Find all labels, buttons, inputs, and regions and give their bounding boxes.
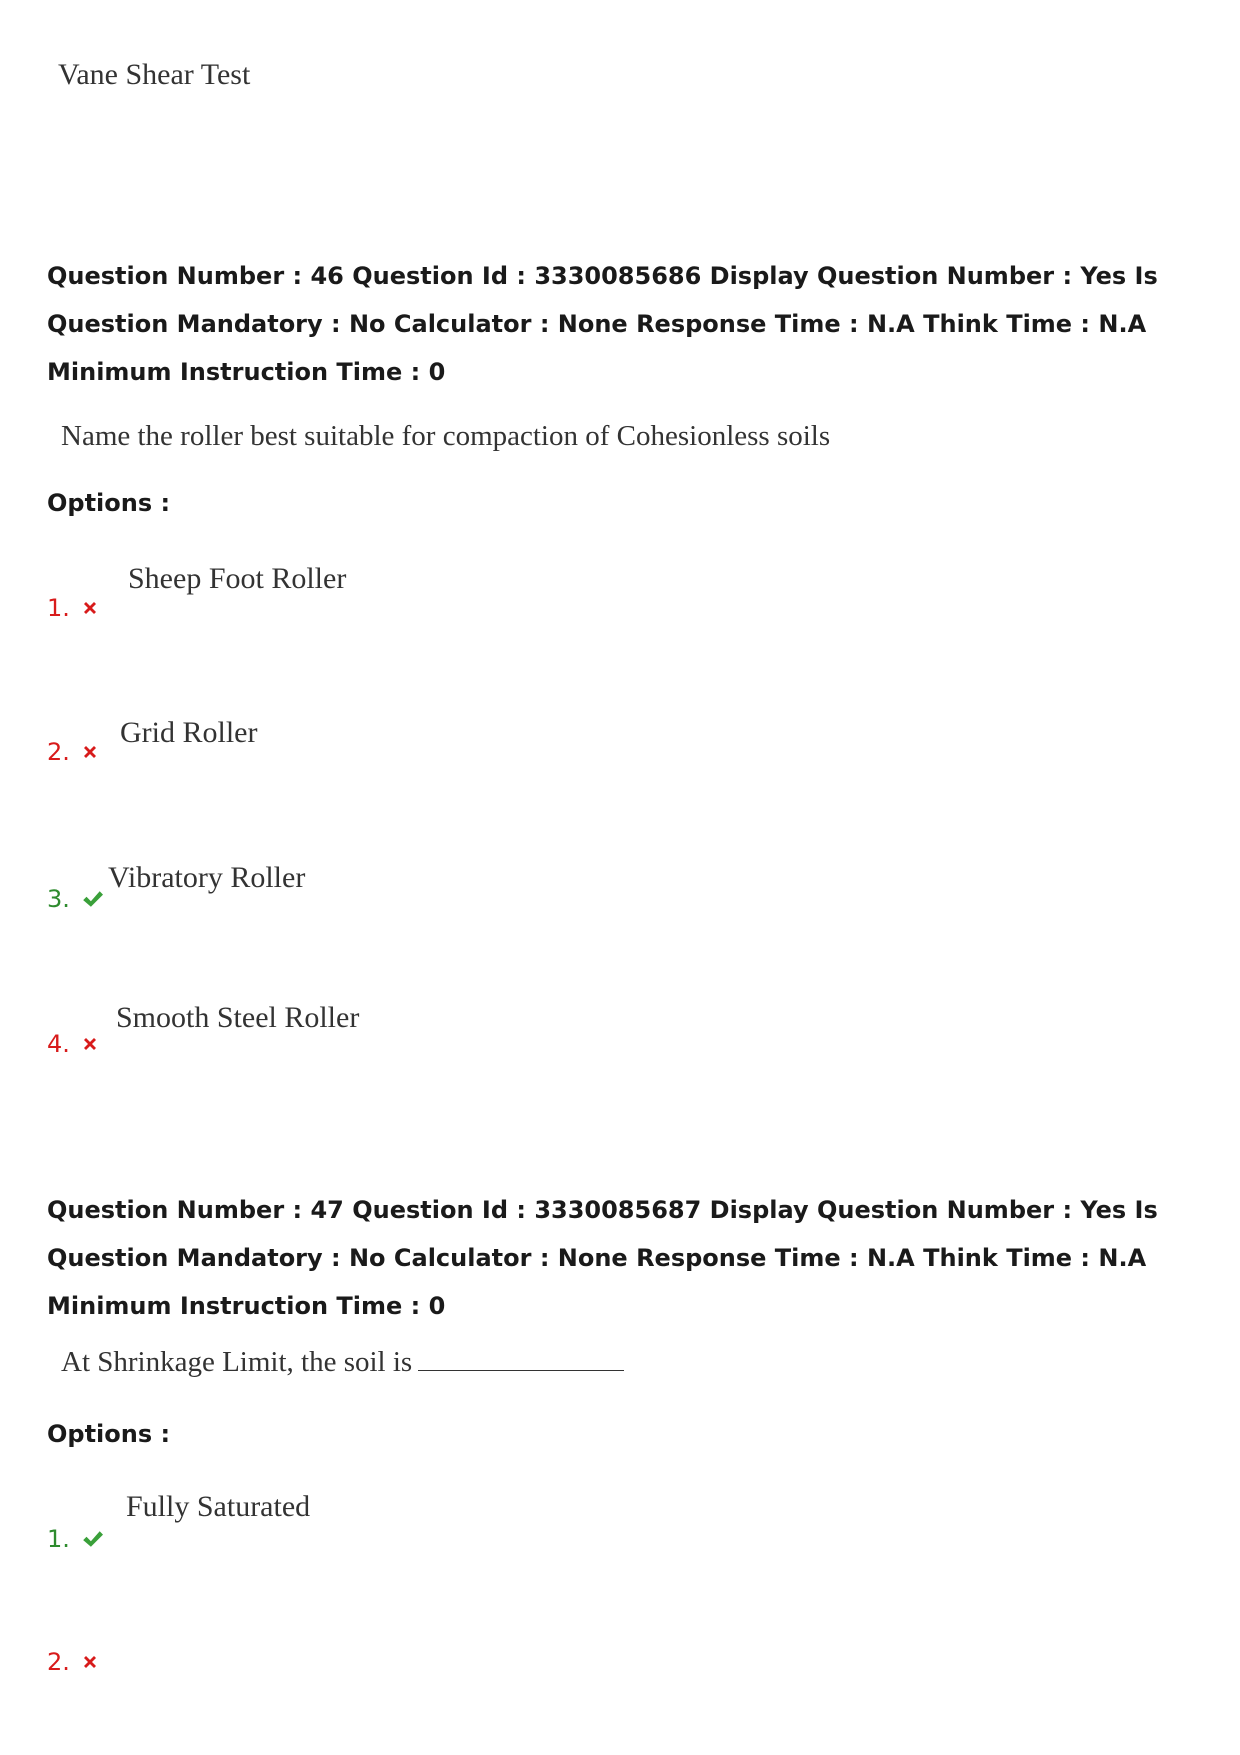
question-46-text: Name the roller best suitable for compaction of Cohesionless soils [61,420,831,452]
q46-option-4-number [47,1030,100,1058]
q46-option-2-text[interactable]: Grid Roller [120,716,258,749]
q46-option-3-text[interactable]: Vibratory Roller [108,861,306,894]
q47-option-1-num: 1. [47,1525,70,1553]
q47-option-1-text[interactable]: Fully Saturated [126,1490,311,1523]
answer-blank [418,1350,624,1371]
q46-option-2-number [47,738,100,766]
cross-icon [80,1034,100,1054]
q46-option-4-text[interactable]: Smooth Steel Roller [116,1001,360,1034]
question-46-options-label: Options : [47,489,171,517]
q46-option-3-num: 3. [47,885,70,913]
cross-icon [80,598,100,618]
q46-option-3-number [47,885,104,913]
q47-option-2-number [47,1648,100,1676]
q46-option-1-number [47,594,100,622]
q47-option-1-number [47,1525,104,1553]
question-47-options-label: Options : [47,1420,171,1448]
check-icon [80,888,104,910]
cross-icon [80,742,100,762]
previous-option-text: Vane Shear Test [58,58,251,91]
cross-icon [80,1652,100,1672]
question-47-meta: Question Number : 47 Question Id : 3330085687 Display Question Number : Yes Is Question Mandatory : No Calculator : None Response Time : N.A Think Time : N.A Minimum Instruction Time : 0 [47,1196,1158,1320]
q47-option-2-num: 2. [47,1648,70,1676]
question-47-text [61,1346,624,1379]
q46-option-4-num: 4. [47,1030,70,1058]
q46-option-1-num: 1. [47,594,70,622]
q46-option-1-text[interactable]: Sheep Foot Roller [128,562,347,595]
check-icon [80,1528,104,1550]
q46-option-2-num: 2. [47,738,70,766]
question-47-text-content: At Shrinkage Limit, the soil is [61,1346,413,1378]
question-46-meta: Question Number : 46 Question Id : 3330085686 Display Question Number : Yes Is Question Mandatory : No Calculator : None Response Time : N.A Think Time : N.A Minimum Instruction Time : 0 [47,262,1158,386]
